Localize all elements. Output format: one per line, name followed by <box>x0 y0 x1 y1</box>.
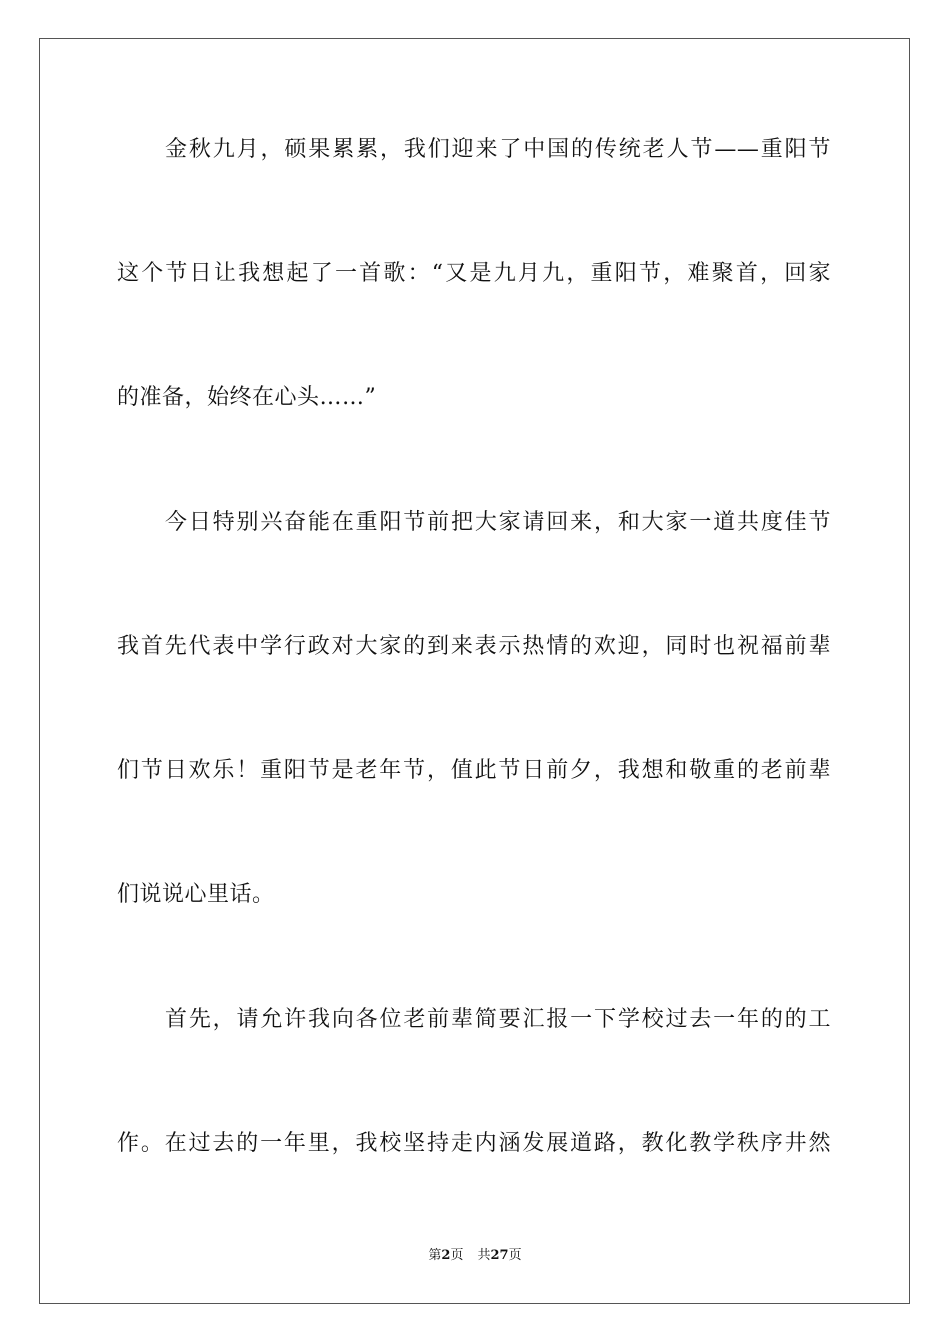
total-prefix: 共 <box>477 1248 491 1263</box>
total-suffix: 页 <box>508 1248 522 1263</box>
text-line-4: 今日特别兴奋能在重阳节前把大家请回来，和大家一道共度佳节 <box>165 510 831 535</box>
page-suffix: 页 <box>450 1248 464 1263</box>
page-frame <box>39 38 910 1304</box>
page-footer <box>0 1247 950 1265</box>
page-prefix: 第 <box>428 1248 442 1263</box>
text-line-6: 们节日欢乐！重阳节是老年节，值此节日前夕，我想和敬重的老前辈 <box>117 758 831 783</box>
text-line-7: 们说说心里话。 <box>117 882 275 907</box>
text-line-8: 首先，请允许我向各位老前辈简要汇报一下学校过去一年的的工 <box>165 1007 831 1032</box>
text-line-5: 我首先代表中学行政对大家的到来表示热情的欢迎，同时也祝福前辈 <box>117 634 831 659</box>
text-line-1: 金秋九月，硕果累累，我们迎来了中国的传统老人节——重阳节 <box>165 137 831 162</box>
text-line-2: 这个节日让我想起了一首歌：“又是九月九，重阳节，难聚首，回家 <box>117 261 831 286</box>
text-line-9: 作。在过去的一年里，我校坚持走内涵发展道路，教化教学秩序井然 <box>117 1131 831 1156</box>
text-line-3: 的准备，始终在心头……” <box>117 385 377 410</box>
page-number: 2 <box>441 1248 451 1263</box>
total-pages: 27 <box>490 1248 509 1263</box>
